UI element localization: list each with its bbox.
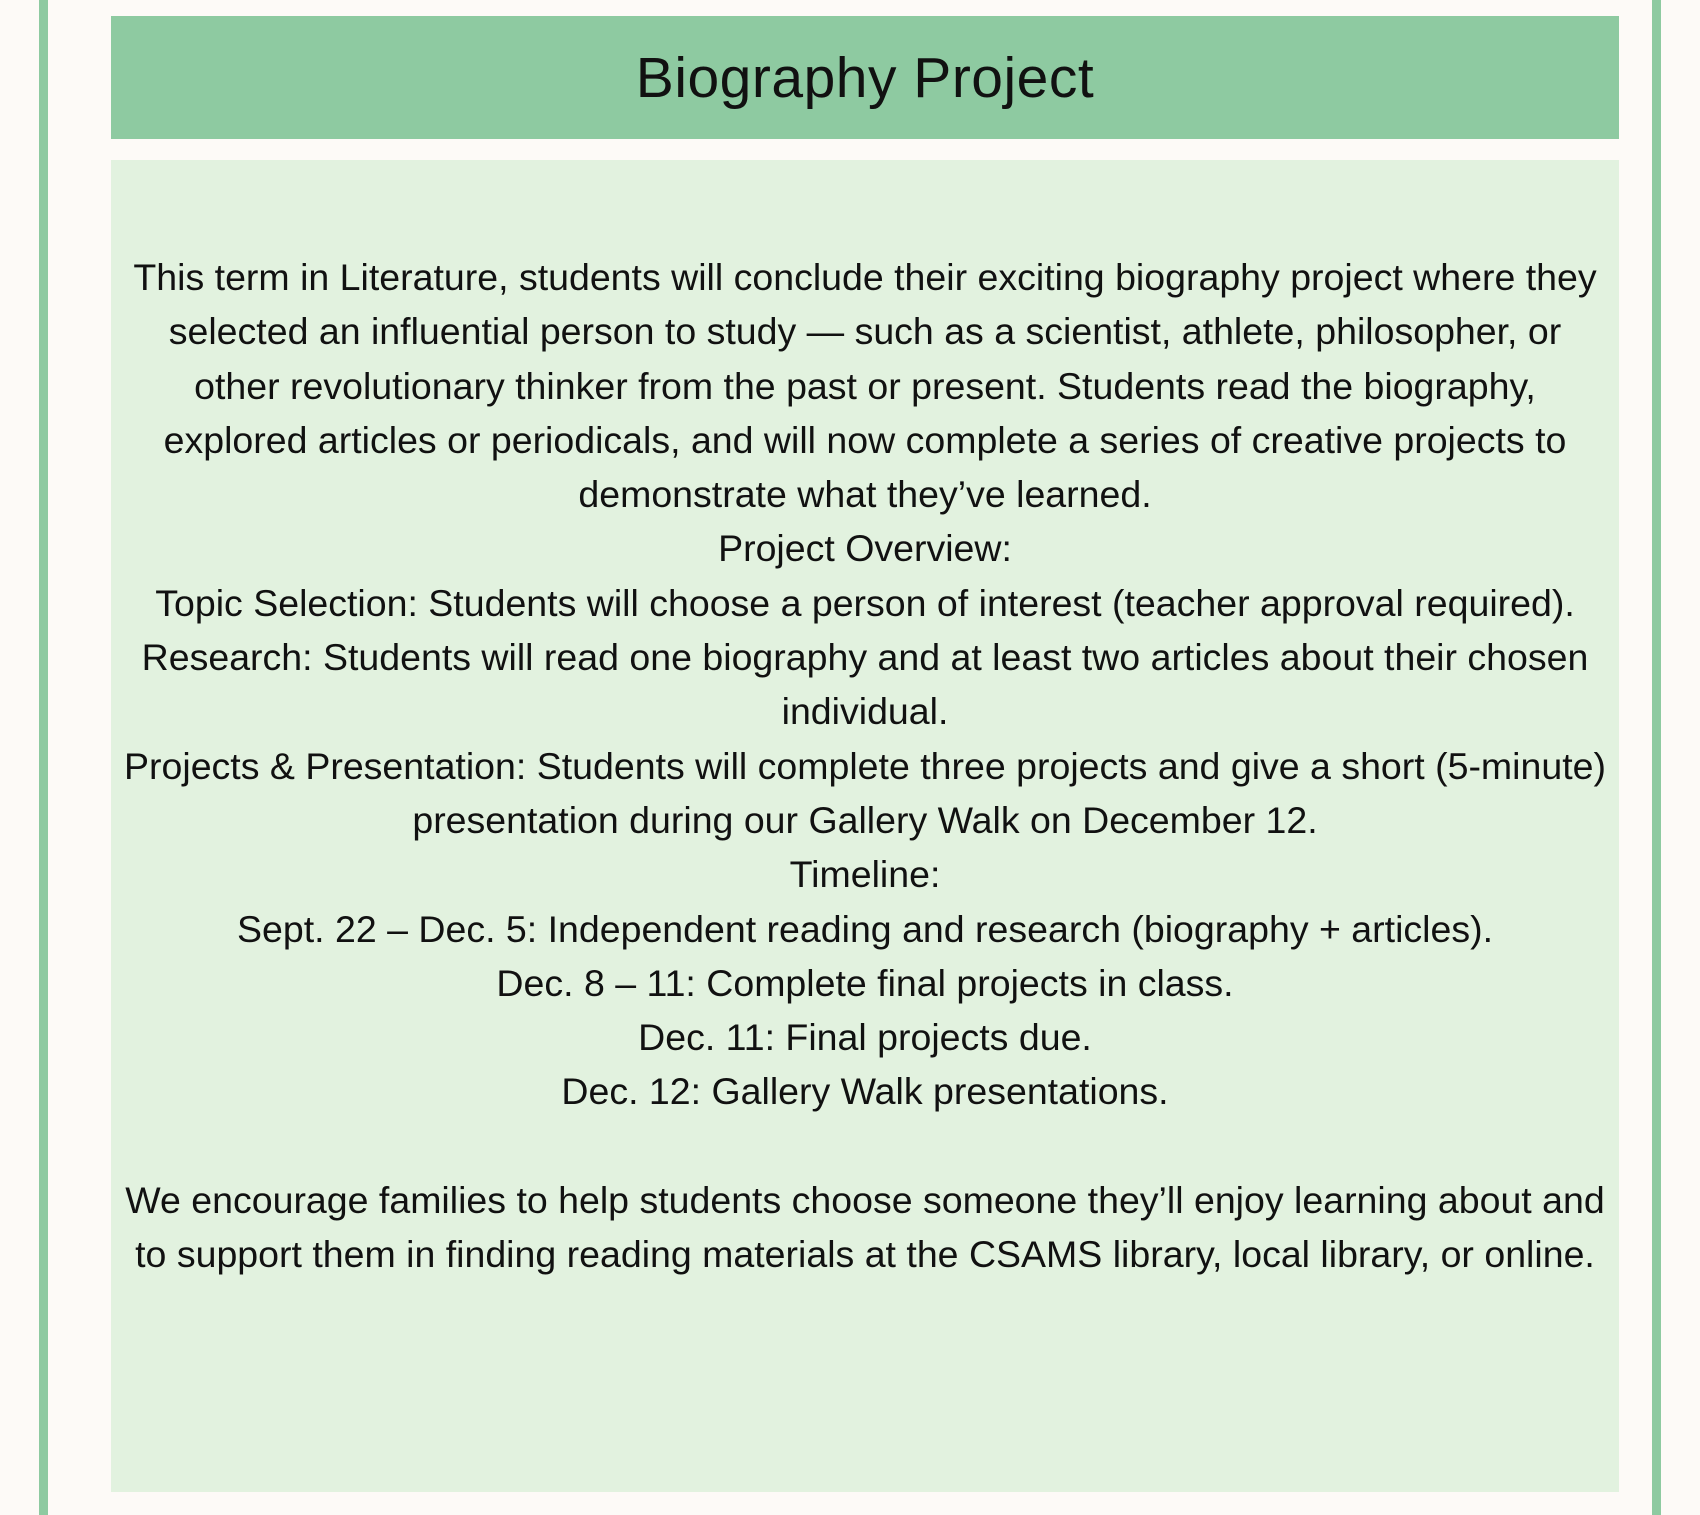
timeline-item: Sept. 22 – Dec. 5: Independent reading and research (biography + articles).	[237, 907, 1493, 950]
closing-paragraph: We encourage families to help students choose someone they’ll enjoy learning about and to support them in finding reading materials at the CSAMS library, local library, or online.	[125, 1178, 1605, 1276]
timeline-item: Dec. 12: Gallery Walk presentations.	[561, 1070, 1169, 1113]
overview-item-research: Research: Students will read one biography and at least two articles about their chosen individual.	[141, 636, 1589, 733]
content-text-block	[111, 250, 1619, 1281]
overview-heading: Project Overview:	[718, 527, 1012, 570]
right-border-line	[1652, 0, 1661, 1515]
title-banner	[111, 16, 1619, 139]
timeline-heading: Timeline:	[789, 853, 941, 896]
left-border-line	[39, 0, 48, 1515]
timeline-item: Dec. 11: Final projects due.	[638, 1016, 1092, 1059]
timeline-item: Dec. 8 – 11: Complete final projects in class.	[496, 961, 1234, 1004]
overview-item-topic-selection: Topic Selection: Students will choose a person of interest (teacher approval required).	[155, 581, 1575, 624]
overview-item-projects-presentation: Projects & Presentation: Students will complete three projects and give a short (5-minute) presentation during our Gallery Walk on December 12.	[124, 744, 1606, 841]
content-panel	[111, 160, 1619, 1492]
paragraph-spacer	[111, 1119, 1619, 1173]
intro-paragraph: This term in Literature, students will conclude their exciting biography project where they selected an influential person to study — such as a scientist, athlete, philosopher, or other revolutionary thinker from the past or present. Students read the biography, explored articles or periodicals, and will now complete a series of creative projects to demonstrate what they’ve learned.	[133, 256, 1597, 516]
page-title: Biography Project	[635, 45, 1095, 110]
